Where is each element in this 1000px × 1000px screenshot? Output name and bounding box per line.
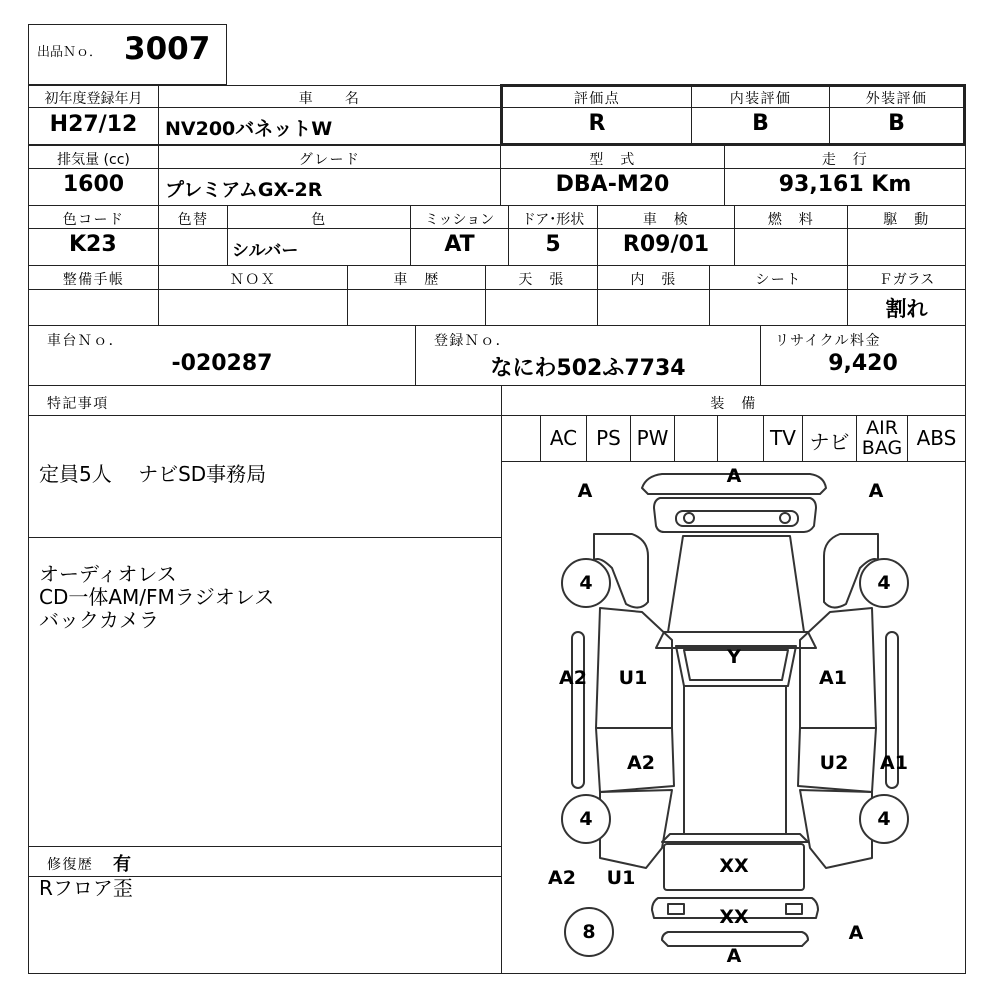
mark-front-left-corner: A xyxy=(577,480,593,502)
options-cell xyxy=(28,537,502,847)
mark-left-front-door: U1 xyxy=(618,667,648,689)
glass-value: 割れ xyxy=(885,297,928,321)
score-value: R xyxy=(588,111,606,136)
equip-item-cell xyxy=(717,415,764,462)
inspection-value: R09/01 xyxy=(622,232,710,257)
mark-left-rear-panel: U1 xyxy=(606,867,636,889)
roof-value-cell xyxy=(485,289,598,326)
equipment-label-cell xyxy=(501,385,966,416)
name-value: NV200バネットW xyxy=(165,118,333,140)
wheel-front-left: 4 xyxy=(561,558,611,608)
fuel-label-cell xyxy=(734,205,848,229)
glass-label-cell xyxy=(847,265,966,290)
color-code-label: 色コード xyxy=(62,212,125,228)
plate-label: 登録Ｎｏ． xyxy=(434,333,511,349)
recycle-value: 9,420 xyxy=(828,351,898,376)
color-label-cell xyxy=(227,205,411,229)
color-value: シルバー xyxy=(232,241,299,261)
notes-label-cell xyxy=(28,385,502,416)
disp-label-cell xyxy=(28,145,159,169)
name-label-cell xyxy=(158,85,501,108)
door-value-cell xyxy=(508,228,598,266)
drive-value-cell xyxy=(847,228,966,266)
mark-rear-door: XX xyxy=(719,855,749,877)
wheel-rear-left: 4 xyxy=(561,794,611,844)
diagram-area xyxy=(501,461,966,974)
color-label: 色 xyxy=(311,212,327,228)
seat-label: シート xyxy=(755,272,802,288)
glass-label: Ｆガラス xyxy=(878,272,935,288)
reg-value: H27/12 xyxy=(49,112,138,137)
repair-note-cell xyxy=(28,876,502,974)
mileage-value: 93,161 Km xyxy=(778,172,912,197)
lot-number-box xyxy=(28,24,227,85)
name-label: 車 名 xyxy=(298,91,361,107)
roof-label: 天 張 xyxy=(518,272,565,288)
roof-label-cell xyxy=(485,265,598,290)
inspection-label-cell xyxy=(597,205,735,229)
model-label-cell xyxy=(500,145,725,169)
history-label: 車 歴 xyxy=(393,272,440,288)
interior-label-cell xyxy=(691,86,830,108)
notes-line: 定員5人 ナビSD事務局 xyxy=(39,462,267,486)
wheel-front-right: 4 xyxy=(859,558,909,608)
grade-label-cell xyxy=(158,145,501,169)
model-label: 型 式 xyxy=(589,152,636,168)
disp-value-cell xyxy=(28,168,159,206)
inspection-value-cell xyxy=(597,228,735,266)
notes-line-cell xyxy=(28,415,502,538)
mileage-label: 走 行 xyxy=(821,152,869,168)
equip-item-cell xyxy=(630,415,675,462)
repaint-label-cell xyxy=(158,205,228,229)
plate-cell xyxy=(415,325,761,386)
grade-value-cell xyxy=(158,168,501,206)
option-line: オーディオレス xyxy=(39,562,177,586)
mark-left-slide-door: A2 xyxy=(627,752,655,774)
fuel-value-cell xyxy=(734,228,848,266)
mileage-value-cell xyxy=(724,168,966,206)
score-label-cell xyxy=(502,86,692,108)
chassis-cell xyxy=(28,325,416,386)
fuel-label: 燃 料 xyxy=(767,212,815,228)
seat-label-cell xyxy=(709,265,848,290)
mark-front-right-corner: A xyxy=(868,480,884,502)
equip-item-cell xyxy=(501,415,541,462)
option-line: CD一体AM/FMラジオレス xyxy=(39,585,275,609)
mileage-label-cell xyxy=(724,145,966,169)
interior-value: B xyxy=(752,111,769,136)
inspection-label: 車 検 xyxy=(642,212,690,228)
interior-value-cell xyxy=(691,107,830,144)
interior-label: 内装評価 xyxy=(729,91,792,107)
equip-item: TV xyxy=(770,426,796,450)
equip-item: ABS xyxy=(916,426,957,450)
door-label-cell xyxy=(508,205,598,229)
service-label: 整備手帳 xyxy=(62,272,125,288)
recycle-cell xyxy=(760,325,966,386)
grade-value: プレミアムGX-2R xyxy=(165,179,323,201)
history-value-cell xyxy=(347,289,486,326)
option-line: バックカメラ xyxy=(39,608,159,632)
reg-label-cell xyxy=(28,85,159,108)
mark-right-side-rear: A1 xyxy=(880,752,908,774)
mission-value: AT xyxy=(444,232,475,257)
equip-item-cell xyxy=(674,415,718,462)
mission-value-cell xyxy=(410,228,509,266)
equipment-label: 装 備 xyxy=(710,396,757,412)
mark-rear-bottom: A xyxy=(726,945,742,967)
exterior-label-cell xyxy=(829,86,964,108)
mark-right-slide-door: U2 xyxy=(819,752,849,774)
nox-value-cell xyxy=(158,289,348,326)
service-label-cell xyxy=(28,265,159,290)
repair-label-cell xyxy=(28,846,502,877)
score-value-cell xyxy=(502,107,692,144)
repaint-label: 色替 xyxy=(177,212,209,228)
repair-value: 有 xyxy=(113,854,131,875)
mark-rear-bumper: XX xyxy=(719,906,749,928)
equip-item: PW xyxy=(636,426,669,450)
equip-item: PS xyxy=(596,426,621,450)
mark-right-front-door: A1 xyxy=(819,667,847,689)
nox-label: ＮＯＸ xyxy=(229,272,277,288)
repaint-value-cell xyxy=(158,228,228,266)
inner-label: 内 張 xyxy=(630,272,677,288)
recycle-label: リサイクル料金 xyxy=(775,333,881,349)
mark-front-bumper: A xyxy=(726,465,742,487)
chassis-label: 車台Ｎｏ． xyxy=(47,333,124,349)
seat-value-cell xyxy=(709,289,848,326)
color-code-label-cell xyxy=(28,205,159,229)
mission-label-cell xyxy=(410,205,509,229)
drive-label-cell xyxy=(847,205,966,229)
inner-label-cell xyxy=(597,265,710,290)
color-code-value-cell xyxy=(28,228,159,266)
mark-roof: Y xyxy=(727,646,741,668)
grade-label: グレード xyxy=(298,152,361,168)
model-value-cell xyxy=(500,168,725,206)
reg-value-cell xyxy=(28,107,159,145)
mission-label: ミッション xyxy=(424,212,495,228)
equip-item-cell xyxy=(856,415,908,462)
inner-value-cell xyxy=(597,289,710,326)
lot-number: 3007 xyxy=(124,31,211,67)
color-code-value: K23 xyxy=(69,232,117,257)
exterior-label: 外装評価 xyxy=(865,91,928,107)
color-value-cell xyxy=(227,228,411,266)
reg-label: 初年度登録年月 xyxy=(44,91,143,107)
equip-item-cell xyxy=(763,415,803,462)
equip-item-cell xyxy=(586,415,631,462)
exterior-value-cell xyxy=(829,107,964,144)
service-value-cell xyxy=(28,289,159,326)
door-value: 5 xyxy=(545,232,561,257)
mark-left-rear-quarter: A2 xyxy=(548,867,576,889)
equip-item-cell xyxy=(907,415,966,462)
equip-item: ナビ xyxy=(809,430,850,454)
disp-value: 1600 xyxy=(62,172,125,197)
disp-label: 排気量 (cc) xyxy=(57,152,130,168)
equip-item: AIR BAG xyxy=(861,417,903,459)
name-value-cell xyxy=(158,107,501,145)
repair-label: 修復歴 xyxy=(47,857,94,873)
notes-label: 特記事項 xyxy=(47,396,109,412)
plate-value: なにわ502ふ7734 xyxy=(490,356,686,381)
model-value: DBA-M20 xyxy=(555,172,670,197)
score-label: 評価点 xyxy=(573,91,621,107)
lot-label: 出品Ｎｏ． xyxy=(37,45,103,60)
door-label: ドア･形状 xyxy=(521,212,585,228)
spare-tire: 8 xyxy=(564,907,614,957)
mark-rear-right-corner: A xyxy=(848,922,864,944)
drive-label: 駆 動 xyxy=(883,212,930,228)
repair-note: Rフロア歪 xyxy=(39,876,133,900)
history-label-cell xyxy=(347,265,486,290)
exterior-value: B xyxy=(888,111,905,136)
chassis-value: -020287 xyxy=(171,351,273,376)
glass-value-cell xyxy=(847,289,966,326)
mark-left-side-rear: A2 xyxy=(559,667,587,689)
nox-label-cell xyxy=(158,265,348,290)
equip-item-cell xyxy=(802,415,857,462)
equip-item: AC xyxy=(549,426,578,450)
wheel-rear-right: 4 xyxy=(859,794,909,844)
equip-item-cell xyxy=(540,415,587,462)
